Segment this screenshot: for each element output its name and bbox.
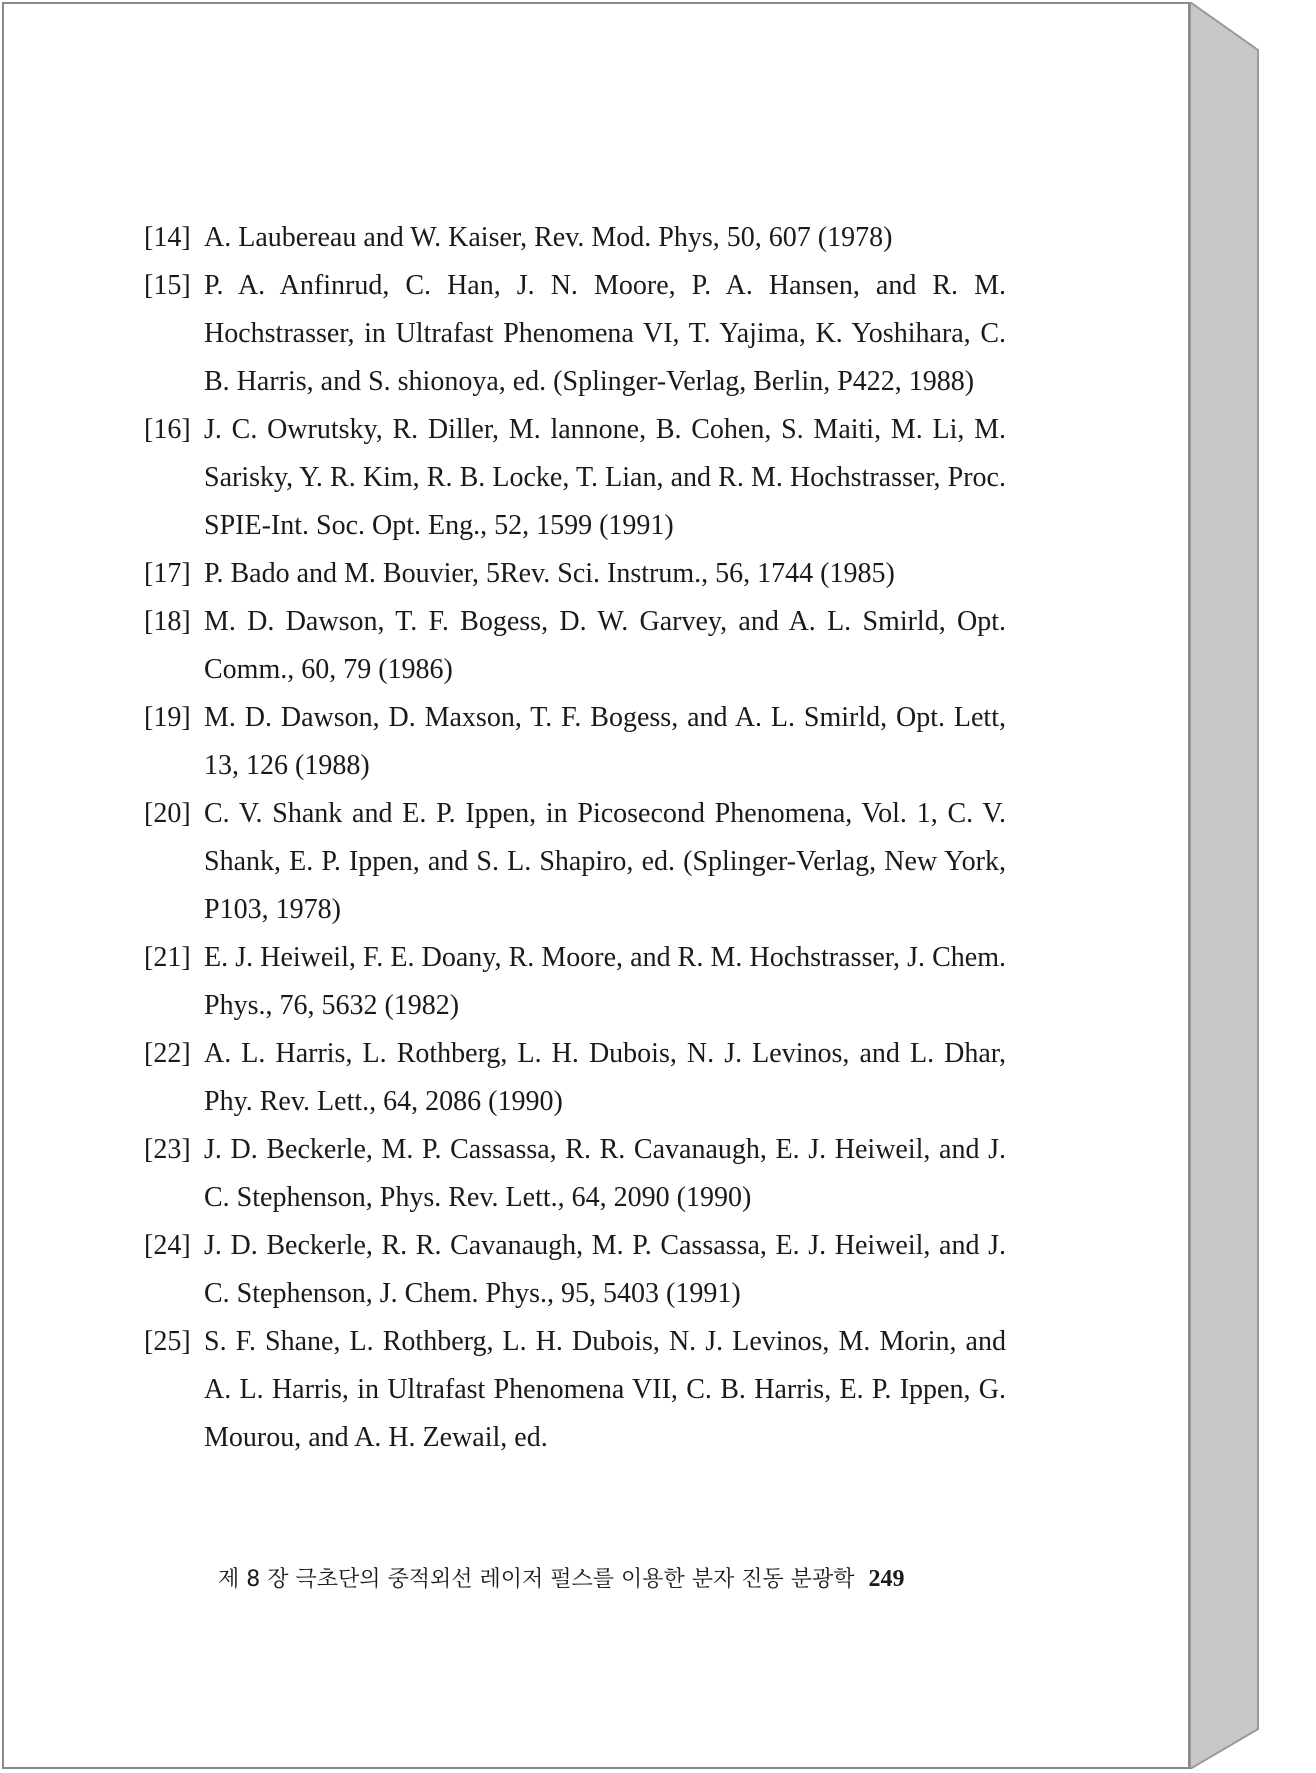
reference-number: [17]: [144, 558, 191, 589]
reference-item: [144, 1126, 1006, 1222]
book-spine-shape: [1190, 2, 1260, 1769]
page-number: 249: [868, 1566, 905, 1592]
reference-list: [144, 214, 1006, 1462]
reference-number: [25]: [144, 1326, 191, 1357]
reference-number: [19]: [144, 702, 191, 733]
reference-item: [144, 406, 1006, 550]
reference-item: [144, 1030, 1006, 1126]
reference-number: [15]: [144, 270, 191, 301]
reference-text: M. D. Dawson, T. F. Bogess, D. W. Garvey, and A. L. Smirld, Opt. Comm., 60, 79 (1986): [204, 606, 1006, 685]
reference-number: [14]: [144, 222, 191, 253]
reference-item: [144, 214, 1006, 262]
reference-item: [144, 1222, 1006, 1318]
reference-number: [24]: [144, 1230, 191, 1261]
reference-text: J. D. Beckerle, R. R. Cavanaugh, M. P. Cassassa, E. J. Heiweil, and J. C. Stephenson, J. Chem. Phys., 95, 5403 (1991): [204, 1230, 1006, 1309]
reference-text: S. F. Shane, L. Rothberg, L. H. Dubois, N. J. Levinos, M. Morin, and A. L. Harris, in Ultrafast Phenomena VII, C. B. Harris, E. P. Ippen, G. Mourou, and A. H. Zewail, ed.: [204, 1326, 1006, 1453]
reference-text: P. Bado and M. Bouvier, 5Rev. Sci. Instrum., 56, 1744 (1985): [204, 558, 895, 589]
reference-number: [23]: [144, 1134, 191, 1165]
reference-text: C. V. Shank and E. P. Ippen, in Picosecond Phenomena, Vol. 1, C. V. Shank, E. P. Ippen, and S. L. Shapiro, ed. (Splinger-Verlag, New York, P103, 1978): [204, 798, 1006, 925]
book-spine: [1190, 2, 1260, 1769]
reference-item: [144, 598, 1006, 694]
reference-number: [20]: [144, 798, 191, 829]
reference-text: J. D. Beckerle, M. P. Cassassa, R. R. Cavanaugh, E. J. Heiweil, and J. C. Stephenson, Phys. Rev. Lett., 64, 2090 (1990): [204, 1134, 1006, 1213]
chapter-title: 제 8 장 극초단의 중적외선 레이저 펄스를 이용한 분자 진동 분광학: [218, 1567, 855, 1592]
reference-text: A. L. Harris, L. Rothberg, L. H. Dubois, N. J. Levinos, and L. Dhar, Phy. Rev. Lett., 64, 2086 (1990): [204, 1038, 1006, 1117]
reference-item: [144, 694, 1006, 790]
reference-number: [16]: [144, 414, 191, 445]
reference-text: J. C. Owrutsky, R. Diller, M. lannone, B. Cohen, S. Maiti, M. Li, M. Sarisky, Y. R. Kim, R. B. Locke, T. Lian, and R. M. Hochstrasser, Proc. SPIE-Int. Soc. Opt. Eng., 52, 1599 (1991): [204, 414, 1006, 541]
reference-item: [144, 1318, 1006, 1462]
page-footer: [218, 1562, 1018, 1593]
reference-item: [144, 262, 1006, 406]
reference-item: [144, 934, 1006, 1030]
reference-text: E. J. Heiweil, F. E. Doany, R. Moore, and R. M. Hochstrasser, J. Chem. Phys., 76, 5632 (1982): [204, 942, 1006, 1021]
reference-item: [144, 790, 1006, 934]
document-page: [2, 2, 1190, 1769]
reference-number: [18]: [144, 606, 191, 637]
reference-number: [22]: [144, 1038, 191, 1069]
reference-number: [21]: [144, 942, 191, 973]
reference-text: A. Laubereau and W. Kaiser, Rev. Mod. Phys, 50, 607 (1978): [204, 222, 893, 253]
reference-item: [144, 550, 1006, 598]
reference-text: P. A. Anfinrud, C. Han, J. N. Moore, P. A. Hansen, and R. M. Hochstrasser, in Ultrafast Phenomena VI, T. Yajima, K. Yoshihara, C. B. Harris, and S. shionoya, ed. (Splinger-Verlag, Berlin, P422, 1988): [204, 270, 1006, 397]
reference-text: M. D. Dawson, D. Maxson, T. F. Bogess, and A. L. Smirld, Opt. Lett, 13, 126 (1988): [204, 702, 1006, 781]
